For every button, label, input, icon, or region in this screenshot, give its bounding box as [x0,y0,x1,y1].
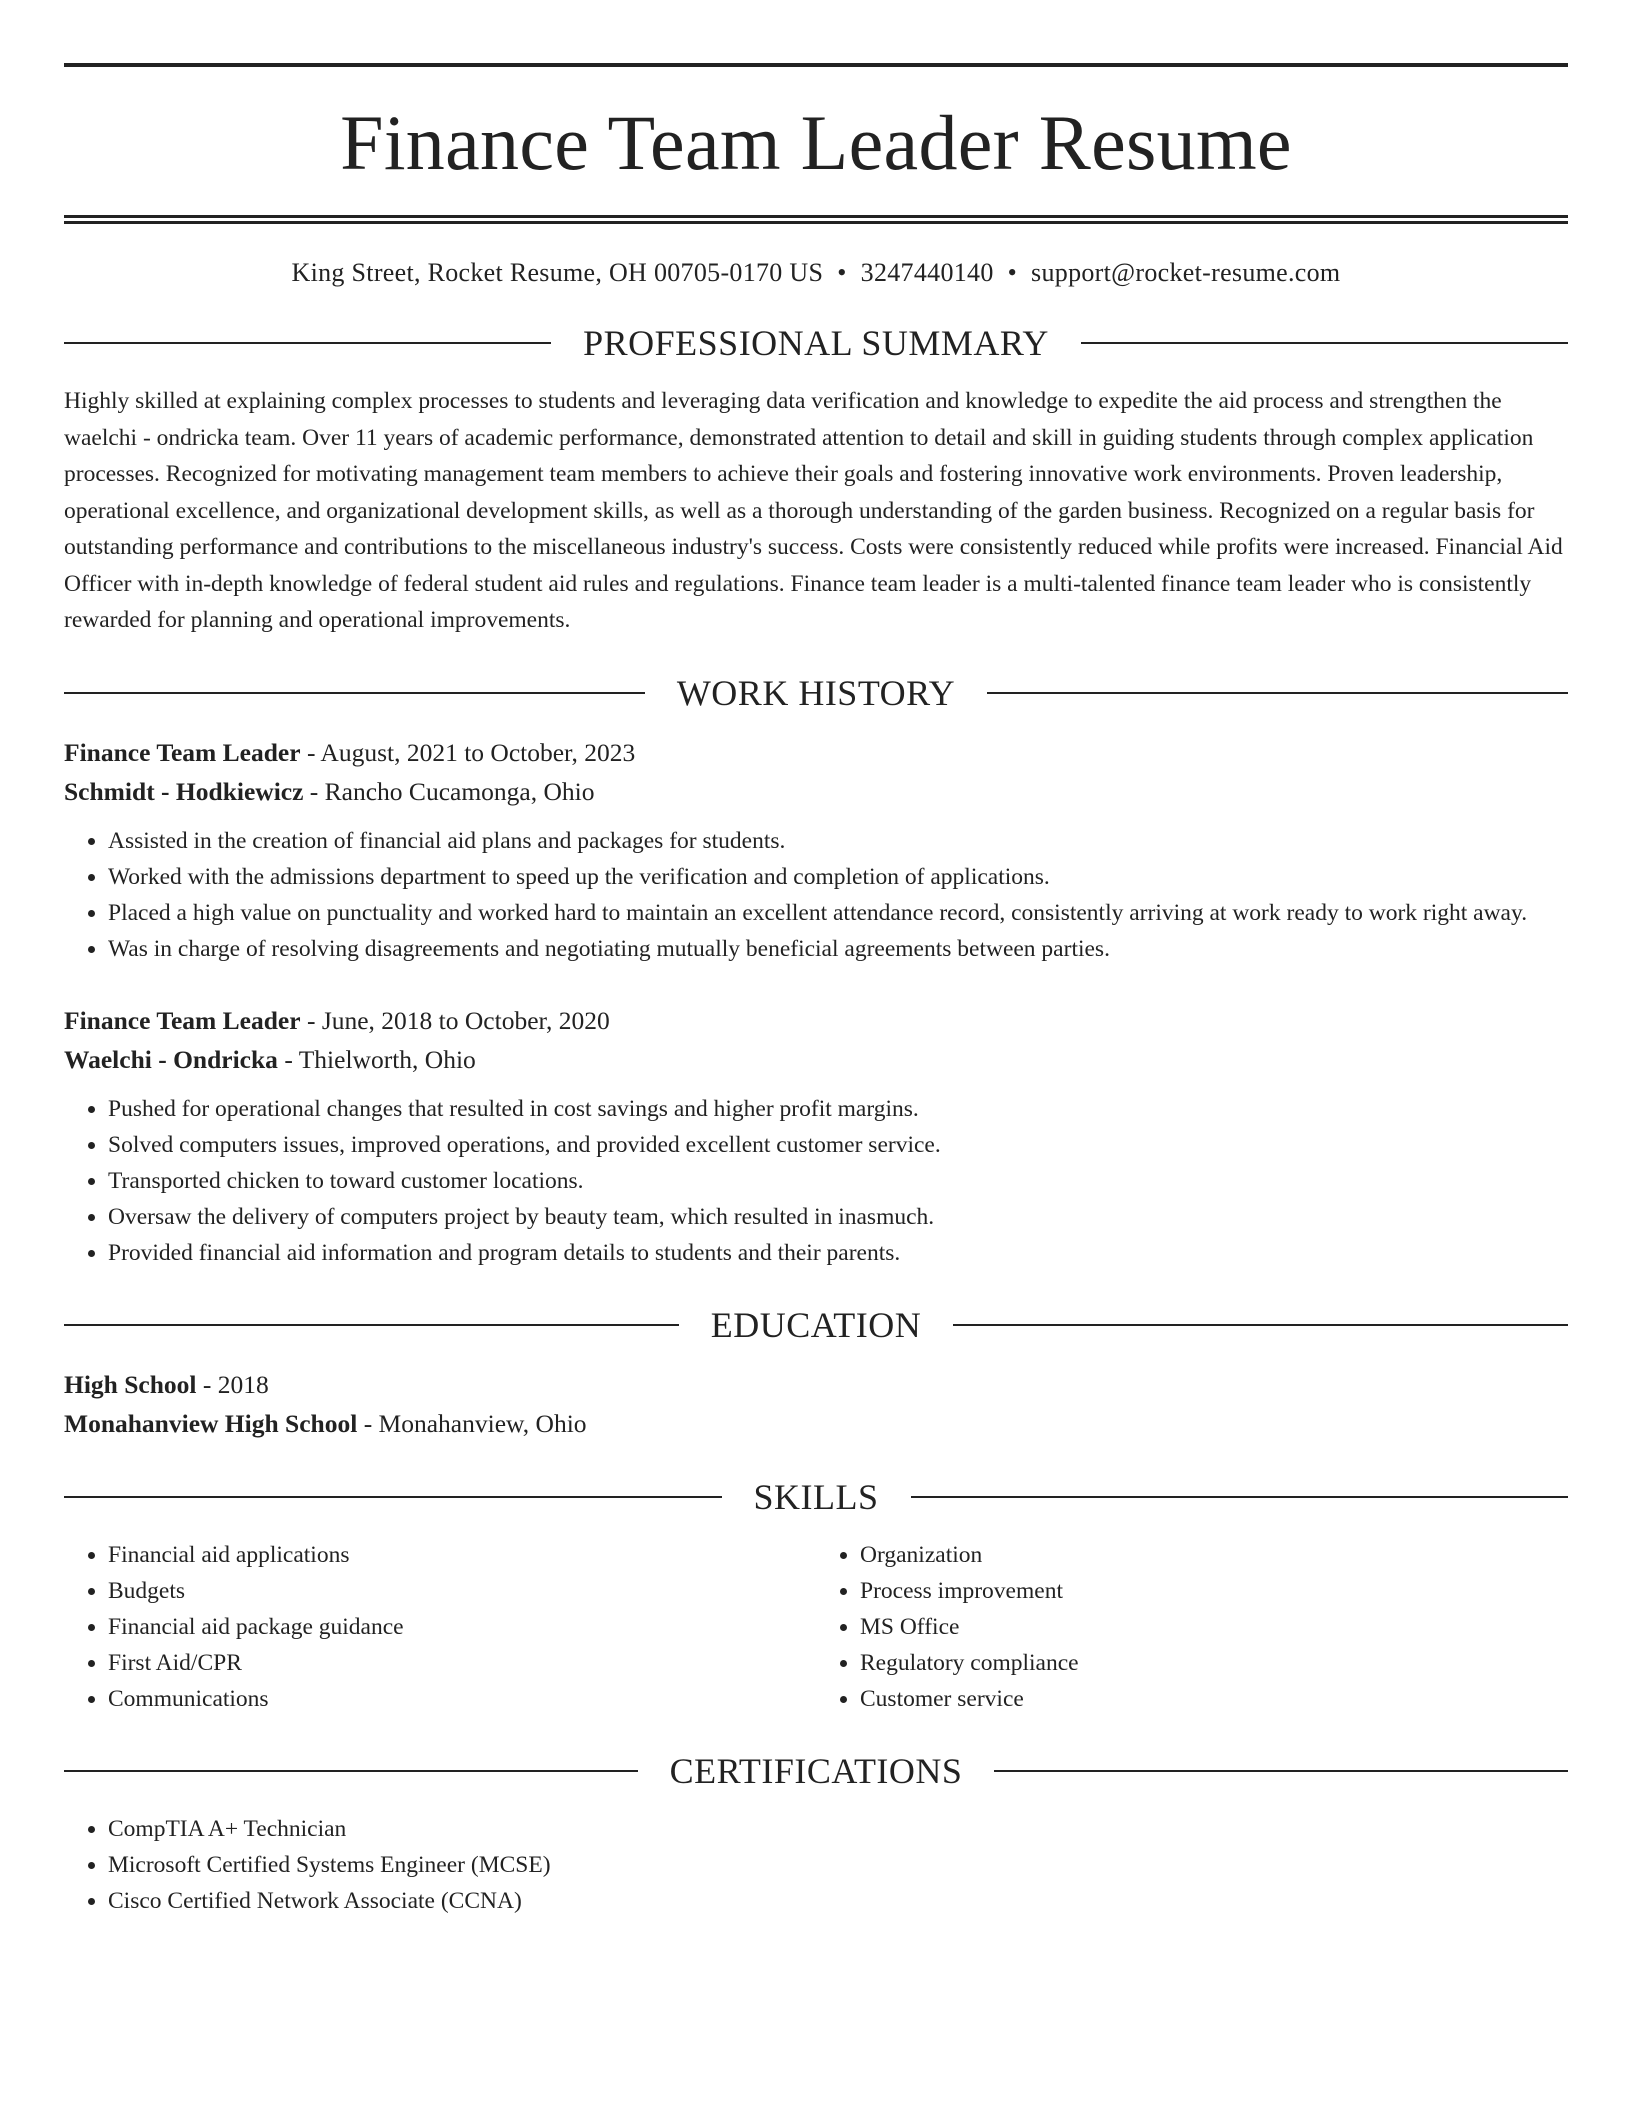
contact-phone: 3247440140 [860,258,994,287]
job-company-line [64,1040,1568,1079]
skill-item: • Budgets [108,1573,816,1609]
summary-paragraph: Highly skilled at explaining complex processes to students and leveraging data verification and knowledge to expedite the aid process and strengthen the waelchi - ondricka team. Over 11 years of academic performance, demonstrated attention to detail and skill in guiding students through complex application processes. Recognized for motivating management team members to achieve their goals and fostering innovative work environments. Proven leadership, operational excellence, and organizational development skills, as well as a thorough understanding of the garden business. Recognized on a regular basis for outstanding performance and contributions to the miscellaneous industry's success. Costs were consistently reduced while profits were increased. Financial Aid Officer with in-depth knowledge of federal student aid rules and regulations. Finance team leader is a multi-talented finance team leader who is consistently rewarded for planning and operational improvements. [64,388,1563,633]
education-school: Monahanview High School [64,1408,358,1438]
list-item: • Placed a high value on punctuality and worked hard to maintain an excellent attendance record, consistently arriving at work ready to work right away. [108,895,1568,931]
certification-item: • CompTIA A+ Technician [108,1811,1568,1847]
job-company-line [64,772,1568,811]
skills-list-right [816,1537,1568,1717]
job-title-line [64,1001,1568,1040]
divider [1081,342,1568,344]
job-title: Finance Team Leader [64,1005,301,1035]
divider [64,1324,679,1326]
divider [64,1770,638,1772]
list-item: • Pushed for operational changes that resulted in cost savings and higher profit margins. [108,1091,1568,1127]
divider [64,692,645,694]
job-title-line [64,733,1568,772]
section-title: EDUCATION [710,1304,922,1345]
skills-list-left [64,1537,816,1717]
contact-line [64,257,1568,289]
contact-separator: • [837,258,847,287]
list-item: • Provided financial aid information and program details to students and their parents. [108,1235,1568,1271]
job-company: Schmidt - Hodkiewicz [64,776,304,806]
skill-item: • Organization [860,1537,1568,1573]
certification-item: • Cisco Certified Network Associate (CCNA) [108,1883,1568,1919]
education-year: - 2018 [196,1369,269,1399]
job-location: - Rancho Cucamonga, Ohio [303,776,595,806]
skill-item: • First Aid/CPR [108,1645,816,1681]
resume-title: Finance Team Leader Resume [340,99,1292,186]
section-heading-skills [64,1475,1568,1519]
section-heading-work [64,671,1568,715]
contact-address: King Street, Rocket Resume, OH 00705-0170 US [291,258,824,287]
education-location: - Monahanview, Ohio [357,1408,587,1438]
skill-item: • Communications [108,1681,816,1717]
skills-columns [64,1537,1568,1717]
education-degree-line [64,1365,1568,1404]
list-item: • Worked with the admissions department to speed up the verification and completion of applications. [108,859,1568,895]
section-heading-education [64,1303,1568,1347]
skill-item: • Customer service [860,1681,1568,1717]
skill-item: • MS Office [860,1609,1568,1645]
job-dates: - August, 2021 to October, 2023 [300,737,636,767]
list-item: • Was in charge of resolving disagreements and negotiating mutually beneficial agreements between parties. [108,931,1568,967]
title-double-rule [64,215,1568,224]
divider [953,1324,1568,1326]
skill-item: • Financial aid applications [108,1537,816,1573]
job-bullets [64,823,1568,967]
divider [911,1496,1569,1498]
job-bullets [64,1091,1568,1271]
divider [987,692,1568,694]
divider [64,1496,722,1498]
job-entry [64,733,1568,967]
job-dates: - June, 2018 to October, 2020 [300,1005,610,1035]
skill-item: • Financial aid package guidance [108,1609,816,1645]
job-entry [64,1001,1568,1271]
list-item: • Oversaw the delivery of computers project by beauty team, which resulted in inasmuch. [108,1199,1568,1235]
skill-item: • Regulatory compliance [860,1645,1568,1681]
job-company: Waelchi - Ondricka [64,1044,278,1074]
section-title: CERTIFICATIONS [669,1750,963,1791]
section-title: WORK HISTORY [676,672,956,713]
certification-item: • Microsoft Certified Systems Engineer (MCSE) [108,1847,1568,1883]
job-location: - Thielworth, Ohio [277,1044,476,1074]
list-item: • Assisted in the creation of financial aid plans and packages for students. [108,823,1568,859]
contact-email: support@rocket-resume.com [1031,258,1341,287]
list-item: • Solved computers issues, improved operations, and provided excellent customer service. [108,1127,1568,1163]
job-title: Finance Team Leader [64,737,301,767]
contact-separator: • [1007,258,1018,287]
section-heading-certifications [64,1749,1568,1793]
education-school-line [64,1404,1568,1443]
section-title: PROFESSIONAL SUMMARY [583,323,1049,363]
education-degree: High School [64,1369,197,1399]
section-heading-summary [64,321,1568,365]
certifications-list [64,1811,1568,1919]
list-item: • Transported chicken to toward customer locations. [108,1163,1568,1199]
skill-item: • Process improvement [860,1573,1568,1609]
top-rule [64,63,1568,67]
section-title: SKILLS [753,1476,879,1517]
divider [64,342,551,344]
divider [994,1770,1568,1772]
